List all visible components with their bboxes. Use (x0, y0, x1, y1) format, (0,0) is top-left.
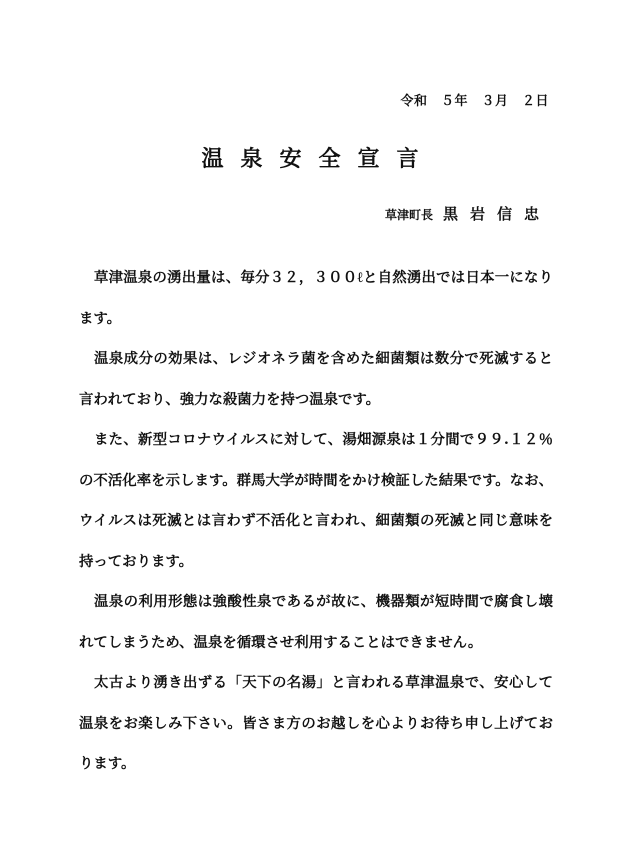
author-line (385, 203, 551, 224)
paragraph: 太古より湧き出ずる「天下の名湯」と言われる草津温泉で、安心して温泉をお楽しみ下さい。皆さま方のお越しを心よりお待ち申し上げております。 (79, 674, 553, 772)
document-title: 温泉安全宣言 (201, 146, 436, 172)
document-date: 令和 ５年 ３月 ２日 (400, 94, 549, 109)
document-body (79, 258, 553, 785)
paragraph: また、新型コロナウイルスに対して、湯畑源泉は１分間で９９.１２％の不活化率を示します。群馬大学が時間をかけ検証した結果です。なお、ウイルスは死滅とは言わず不活化と言われ、細菌類の死滅と同じ意味を持っております。 (79, 431, 553, 570)
paragraph: 草津温泉の湧出量は、毎分３２，３００ℓと自然湧出では日本一になります。 (79, 269, 553, 327)
author-name: 黒岩信忠 (442, 205, 551, 223)
paragraph: 温泉成分の効果は、レジオネラ菌を含めた細菌類は数分で死滅すると言われており、強力な殺菌力を持つ温泉です。 (79, 350, 553, 408)
paragraph: 温泉の利用形態は強酸性泉であるが故に、機器類が短時間で腐食し壊れてしまうため、温泉を循環させ利用することはできません。 (79, 593, 553, 651)
author-role: 草津町長 (384, 208, 433, 222)
